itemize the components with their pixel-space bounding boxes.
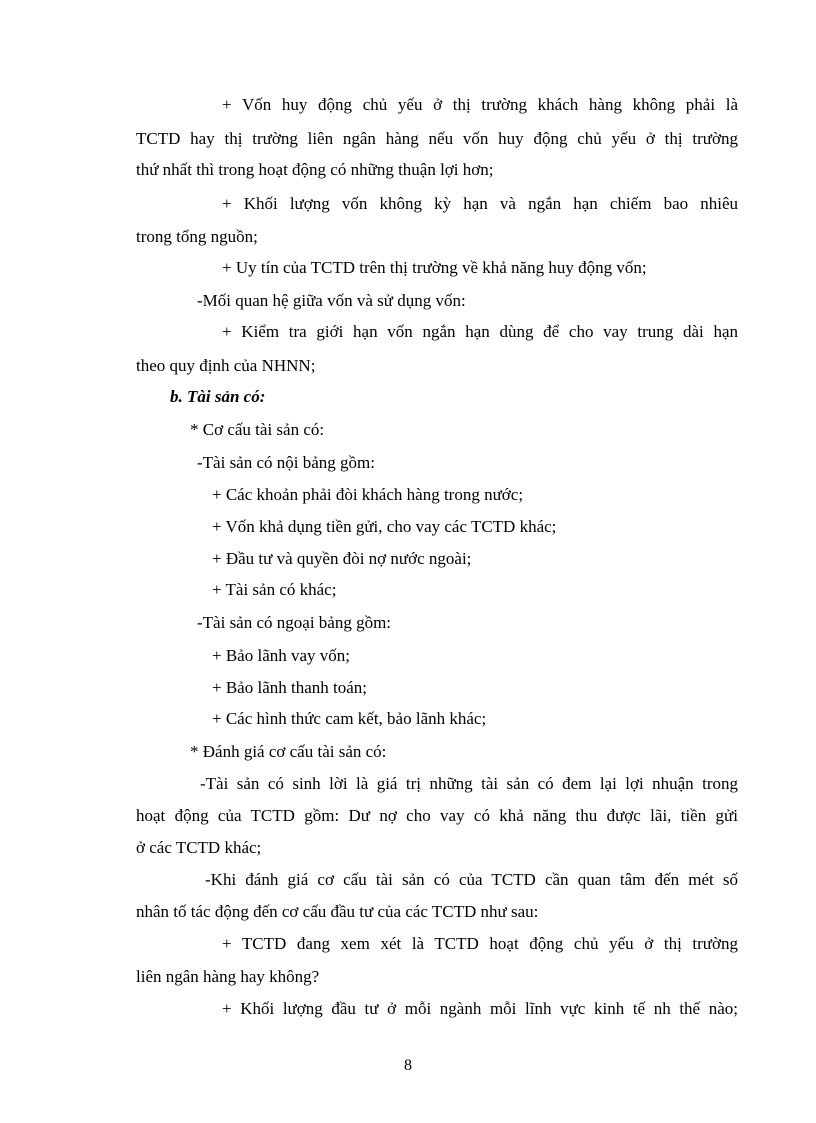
page-number: 8 — [404, 1057, 412, 1074]
text-line: + Uy tín của TCTD trên thị trường về khả năng huy động vốn; — [222, 258, 647, 277]
text-line: + Vốn khả dụng tiền gửi, cho vay các TCTD khác; — [212, 517, 557, 536]
text-line: * Cơ cấu tài sản có: — [190, 420, 325, 439]
text-line: + Các hình thức cam kết, bảo lãnh khác; — [212, 709, 487, 728]
text-line: + Bảo lãnh vay vốn; — [212, 646, 351, 665]
text-line: ở các TCTD khác; — [136, 838, 262, 857]
text-line: nhân tố tác động đến cơ cấu đầu tư của các TCTD như sau: — [136, 902, 539, 921]
text-line: + Khối lượng vốn không kỳ hạn và ngắn hạn chiếm bao nhiêu — [222, 194, 738, 213]
text-line: -Tài sản có sinh lời là giá trị những tài sản có đem lại lợi nhuận trong — [200, 774, 738, 793]
text-line: + Bảo lãnh thanh toán; — [212, 678, 368, 697]
text-line: trong tổng nguồn; — [136, 227, 258, 246]
text-line: -Tài sản có nội bảng gồm: — [197, 453, 375, 472]
text-line: + TCTD đang xem xét là TCTD hoạt động chủ yếu ở thị trường — [222, 934, 738, 953]
text-line: + Khối lượng đầu tư ở mỗi ngành mỗi lĩnh vực kinh tế nh thế nào; — [222, 999, 738, 1018]
text-line: -Khi đánh giá cơ cấu tài sản có của TCTD cần quan tâm đến mét số — [205, 870, 738, 889]
text-line: -Tài sản có ngoại bảng gồm: — [197, 613, 392, 632]
text-line: + Kiểm tra giới hạn vốn ngắn hạn dùng để cho vay trung dài hạn — [222, 322, 738, 341]
text-line: liên ngân hàng hay không? — [136, 967, 320, 986]
text-line: theo quy định của NHNN; — [136, 356, 316, 375]
text-line: + Tài sản có khác; — [212, 580, 337, 599]
text-line: thứ nhất thì trong hoạt động có những thuận lợi hơn; — [136, 160, 494, 179]
text-line: TCTD hay thị trường liên ngân hàng nếu vốn huy động chủ yếu ở thị trường — [136, 129, 738, 148]
text-line: + Đầu tư và quyền đòi nợ nước ngoài; — [212, 549, 472, 568]
section-heading: b. Tài sản có: — [170, 387, 266, 406]
text-line: -Mối quan hệ giữa vốn và sử dụng vốn: — [197, 291, 466, 310]
text-line: + Các khoản phải đòi khách hàng trong nước; — [212, 485, 524, 504]
text-line: hoạt động của TCTD gồm: Dư nợ cho vay có khả năng thu được lãi, tiền gửi — [136, 806, 738, 825]
text-line: * Đánh giá cơ cấu tài sản có: — [190, 742, 387, 761]
text-line: + Vốn huy động chủ yếu ở thị trường khách hàng không phải là — [222, 95, 738, 114]
